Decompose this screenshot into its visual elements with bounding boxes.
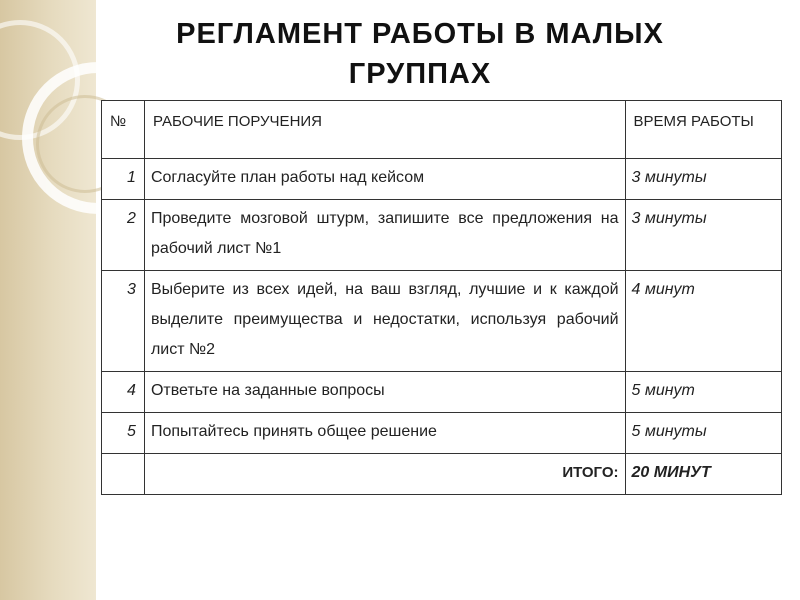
row-task: Согласуйте план работы над кейсом bbox=[144, 159, 625, 200]
header-task: РАБОЧИЕ ПОРУЧЕНИЯ bbox=[144, 101, 625, 159]
slide-title: РЕГЛАМЕНТ РАБОТЫ В МАЛЫХ ГРУППАХ bbox=[176, 18, 664, 90]
header-time: ВРЕМЯ РАБОТЫ bbox=[625, 101, 781, 159]
row-number: 2 bbox=[102, 200, 145, 271]
total-empty-cell bbox=[102, 454, 145, 495]
total-label: ИТОГО: bbox=[144, 454, 625, 495]
table-row bbox=[102, 372, 782, 413]
table-row bbox=[102, 200, 782, 271]
schedule-table bbox=[101, 100, 782, 495]
total-value: 20 МИНУТ bbox=[625, 454, 781, 495]
row-number: 1 bbox=[102, 159, 145, 200]
row-time: 3 минуты bbox=[625, 200, 781, 271]
row-time: 5 минут bbox=[625, 372, 781, 413]
row-time: 3 минуты bbox=[625, 159, 781, 200]
total-row bbox=[102, 454, 782, 495]
row-number: 3 bbox=[102, 271, 145, 372]
table-row bbox=[102, 159, 782, 200]
row-task: Ответьте на заданные вопросы bbox=[144, 372, 625, 413]
table-row bbox=[102, 271, 782, 372]
row-time: 5 минуты bbox=[625, 413, 781, 454]
table-header-row bbox=[102, 101, 782, 159]
row-time: 4 минут bbox=[625, 271, 781, 372]
row-task: Выберите из всех идей, на ваш взгляд, лучшие и к каждой выделите преимущества и недостатки, используя рабочий лист №2 bbox=[144, 271, 625, 372]
row-number: 4 bbox=[102, 372, 145, 413]
row-task: Попытайтесь принять общее решение bbox=[144, 413, 625, 454]
header-number: № bbox=[102, 101, 145, 159]
decorative-side-band bbox=[0, 0, 96, 600]
table-row bbox=[102, 413, 782, 454]
row-number: 5 bbox=[102, 413, 145, 454]
row-task: Проведите мозговой штурм, запишите все предложения на рабочий лист №1 bbox=[144, 200, 625, 271]
